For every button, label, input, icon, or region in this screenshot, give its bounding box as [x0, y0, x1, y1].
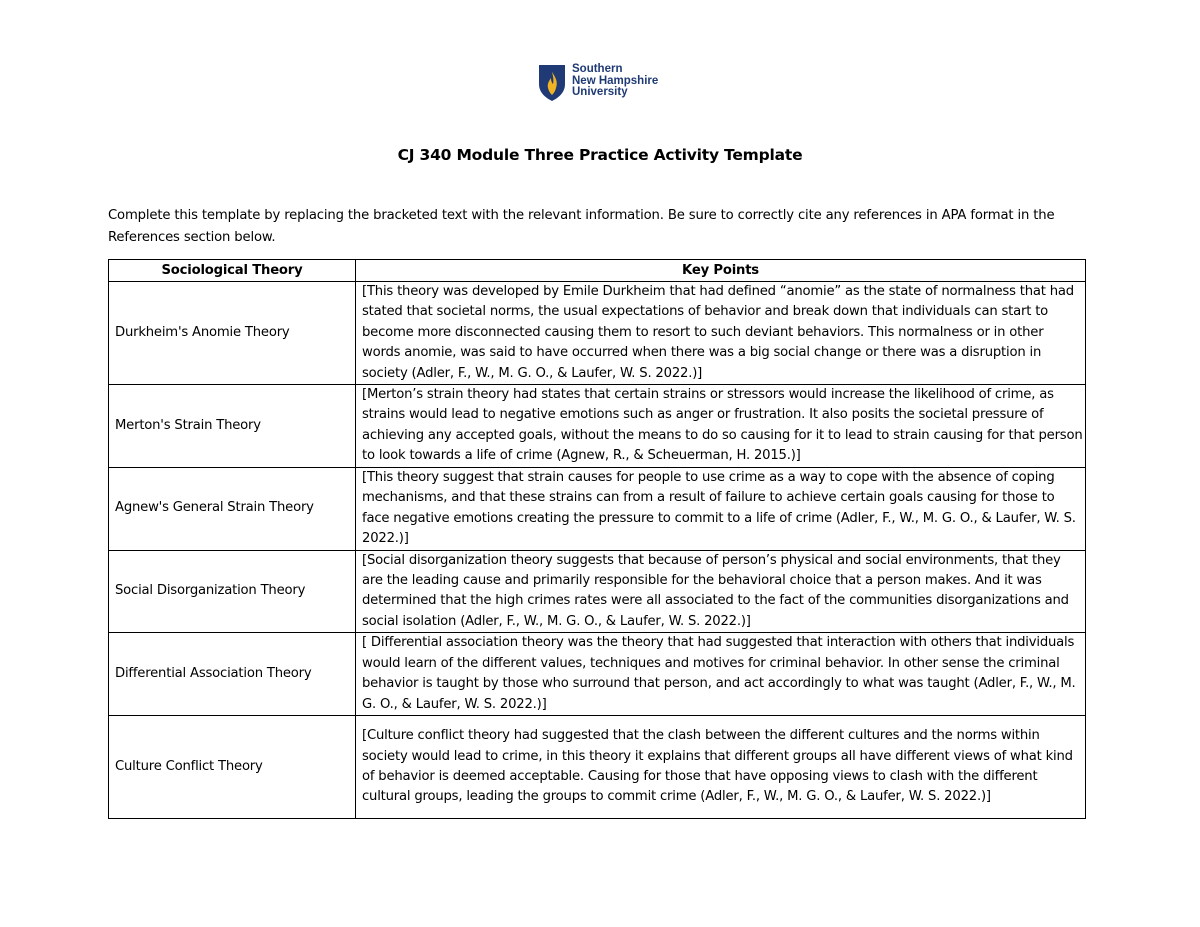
- instructions-text: Complete this template by replacing the bracketed text with the relevant information. Be sure to correctly cite any references in APA format in the References section below.: [108, 208, 1055, 245]
- theory-key-points: [Social disorganization theory suggests that because of person’s physical and social environments, that they are the leading cause and primarily responsible for the behavioral choice that a person makes. And it was determined that the high crimes rates were all associated to the fact of the communities disorganizations and social isolation (Adler, F., W., M. G. O., & Laufer, W. S. 2022.)]: [356, 550, 1086, 633]
- university-logo: [538, 64, 658, 102]
- table-row: [109, 282, 1086, 385]
- theory-key-points: [This theory suggest that strain causes for people to use crime as a way to cope with the absence of coping mechanisms, and that these strains can from a result of failure to achieve certain goals causing for those to face negative emotions creating the pressure to commit to a life of crime (Adler, F., W., M. G. O., & Laufer, W. S. 2022.)]: [356, 467, 1086, 550]
- table-row: [109, 633, 1086, 716]
- shield-flame-icon: [538, 64, 566, 102]
- table-row: [109, 467, 1086, 550]
- theories-table: [108, 259, 1086, 819]
- page-title: CJ 340 Module Three Practice Activity Template: [397, 146, 803, 164]
- theory-key-points: [Culture conflict theory had suggested that the clash between the different cultures and the norms within society would lead to crime, in this theory it explains that different groups all have different views of what kind of behavior is deemed acceptable. Causing for those that have opposing views to clash with the different cultural groups, leading the groups to commit crime (Adler, F., W., M. G. O., & Laufer, W. S. 2022.)]: [356, 715, 1086, 818]
- university-name: [572, 64, 658, 99]
- theory-key-points: [Merton’s strain theory had states that certain strains or stressors would increase the likelihood of crime, as strains would lead to negative emotions such as anger or frustration. It also posits the societal pressure of achieving any accepted goals, without the means to do so causing for it to lead to strain causing for that person to look towards a life of crime (Agnew, R., & Scheuerman, H. 2015.)]: [356, 385, 1086, 468]
- table-header-row: [109, 260, 1086, 282]
- table-row: [109, 550, 1086, 633]
- university-name-line-3: University: [572, 86, 628, 98]
- theory-name: Culture Conflict Theory: [109, 715, 356, 818]
- theory-name: Differential Association Theory: [109, 633, 356, 716]
- theory-name: Social Disorganization Theory: [109, 550, 356, 633]
- theory-name: Durkheim's Anomie Theory: [109, 282, 356, 385]
- table-row: [109, 385, 1086, 468]
- table-row: [109, 715, 1086, 818]
- theory-name: Merton's Strain Theory: [109, 385, 356, 468]
- university-name-line-2: New Hampshire: [572, 74, 659, 87]
- university-name-line-1: Southern: [572, 63, 623, 75]
- theory-key-points: [ Differential association theory was the theory that had suggested that interaction with others that individuals would learn of the different values, techniques and motives for criminal behavior. In other sense the criminal behavior is taught by those who surround that person, and act accordingly to what was taught (Adler, F., W., M. G. O., & Laufer, W. S. 2022.)]: [356, 633, 1086, 716]
- theory-name: Agnew's General Strain Theory: [109, 467, 356, 550]
- column-header-key-points: Key Points: [356, 260, 1086, 282]
- column-header-theory: Sociological Theory: [109, 260, 356, 282]
- theory-key-points: [This theory was developed by Emile Durkheim that had defined “anomie” as the state of normalness that had stated that societal norms, the usual expectations of behavior and break down that individuals can start to become more disconnected causing them to resort to such deviant behaviors. This normalness or in other words anomie, was said to have occurred when there was a big social change or there was a disruption in society (Adler, F., W., M. G. O., & Laufer, W. S. 2022.)]: [356, 282, 1086, 385]
